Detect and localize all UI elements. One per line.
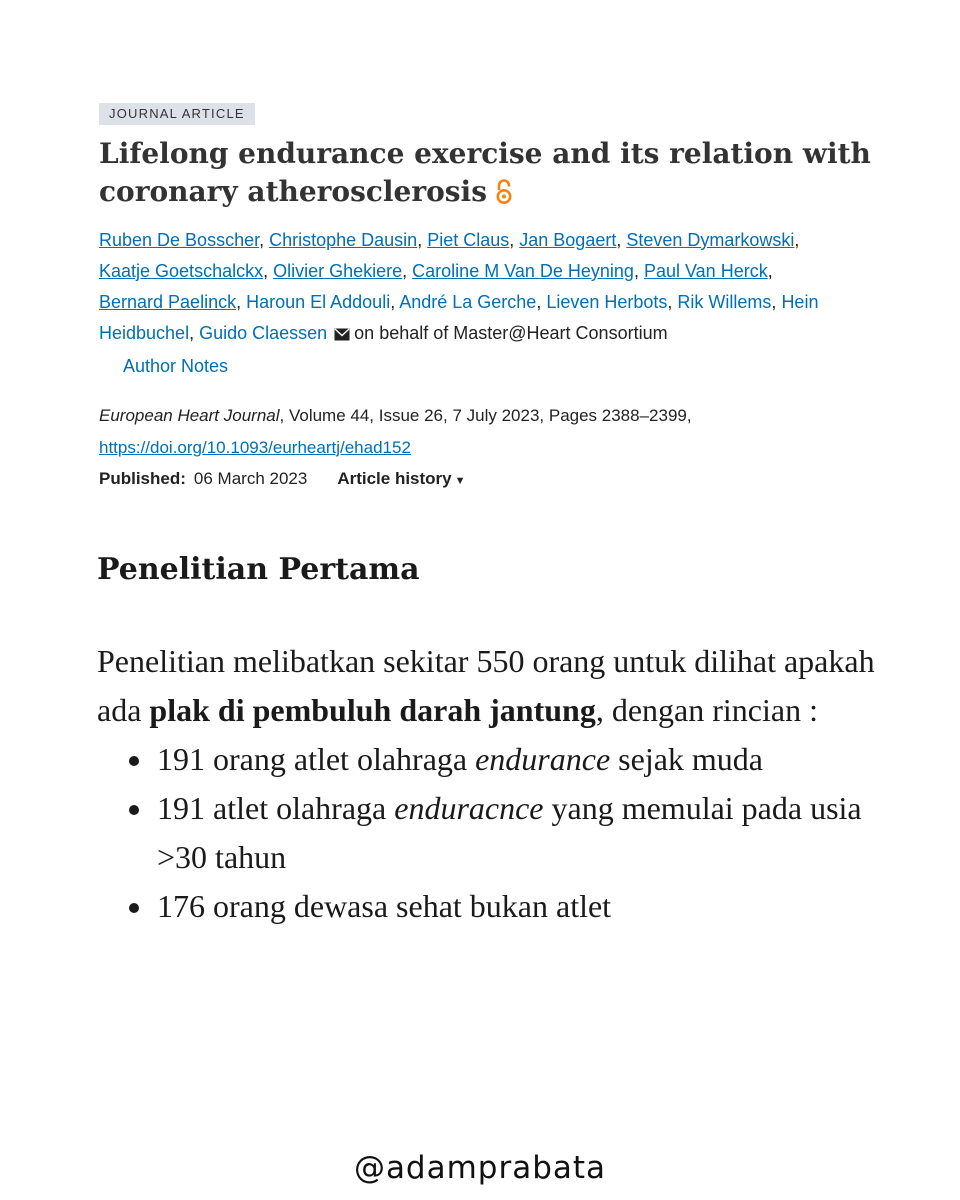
content-section — [97, 552, 897, 931]
author-list: Ruben De Bosscher, Christophe Dausin, Piet Claus, Jan Bogaert, Steven Dymarkowski, Kaatje Goetschalckx, Olivier Ghekiere, Caroline M Van De Heyning, Paul Van Herck, Bernard Paelinck, Haroun El Addouli, André La Gerche, Lieven Herbots, Rik Willems, Hein Heidbuchel, Guido Claessen on behalf of Master@Heart Consortium Author Notes — [99, 225, 889, 382]
article-title[interactable] — [99, 135, 889, 215]
author-link[interactable]: Paul Van Herck — [643, 261, 768, 281]
author-link[interactable]: Haroun El Addouli — [246, 292, 391, 312]
published-label: Published: — [99, 469, 186, 488]
item-text: 191 atlet olahraga — [157, 790, 395, 826]
citation — [99, 400, 889, 464]
intro-paragraph — [97, 637, 897, 735]
author-link[interactable]: Piet Claus — [427, 230, 510, 250]
article-card — [99, 103, 889, 496]
open-lock-icon — [495, 177, 513, 215]
article-type-badge: JOURNAL ARTICLE — [99, 103, 255, 125]
item-italic: enduracnce — [394, 790, 544, 826]
item-text: 176 orang dewasa sehat bukan atlet — [157, 888, 612, 924]
article-title-text[interactable]: Lifelong endurance exercise and its relation with coronary atherosclerosis — [99, 137, 871, 208]
para-bold-text: plak di pembuluh darah jantung — [149, 692, 596, 728]
author-link[interactable]: Bernard Paelinck — [99, 292, 237, 312]
publication-row — [99, 464, 889, 496]
doi-link[interactable]: https://doi.org/10.1093/eurheartj/ehad152 — [99, 438, 411, 457]
list-item — [155, 735, 897, 784]
item-text-end: sejak muda — [610, 741, 763, 777]
author-link[interactable]: Jan Bogaert — [519, 230, 617, 250]
author-handle: @adamprabata — [353, 1150, 607, 1186]
published-date: 06 March 2023 — [193, 469, 308, 488]
author-link[interactable]: Rik Willems — [677, 292, 772, 312]
author-link[interactable]: Lieven Herbots — [546, 292, 668, 312]
journal-name: European Heart Journal — [99, 406, 280, 425]
author-notes-link[interactable]: Author Notes — [123, 356, 229, 376]
para-end-text: , dengan rincian : — [595, 692, 818, 728]
participant-list — [97, 735, 897, 931]
author-link[interactable]: Ruben De Bosscher — [99, 230, 260, 250]
author-link[interactable]: Kaatje Goetschalckx — [99, 261, 264, 281]
author-link[interactable]: Guido Claessen — [199, 323, 328, 343]
author-link[interactable]: André La Gerche — [399, 292, 537, 312]
caret-down-icon[interactable]: ▼ — [454, 475, 466, 487]
item-italic: endurance — [475, 741, 611, 777]
author-link[interactable]: Hein Heidbuchel — [99, 292, 819, 343]
list-item — [155, 784, 897, 882]
citation-details: , Volume 44, Issue 26, 7 July 2023, Pages 2388–2399, — [279, 406, 692, 425]
author-link[interactable]: Christophe Dausin — [269, 230, 418, 250]
list-item — [155, 882, 897, 931]
section-heading: Penelitian Pertama — [97, 552, 420, 587]
consortium-text: on behalf of Master@Heart Consortium — [354, 323, 668, 343]
item-text-end: yang memulai pada usia >30 tahun — [157, 790, 862, 875]
article-history-label[interactable]: Article history — [337, 469, 452, 488]
envelope-icon[interactable] — [334, 320, 350, 351]
article-history-toggle[interactable] — [337, 469, 465, 488]
author-link[interactable]: Steven Dymarkowski — [626, 230, 795, 250]
author-link[interactable]: Caroline M Van De Heyning — [412, 261, 634, 281]
para-text: Penelitian melibatkan sekitar 550 orang untuk dilihat apakah ada — [97, 643, 875, 728]
author-link[interactable]: Olivier Ghekiere — [273, 261, 403, 281]
item-text: 191 orang atlet olahraga — [157, 741, 476, 777]
